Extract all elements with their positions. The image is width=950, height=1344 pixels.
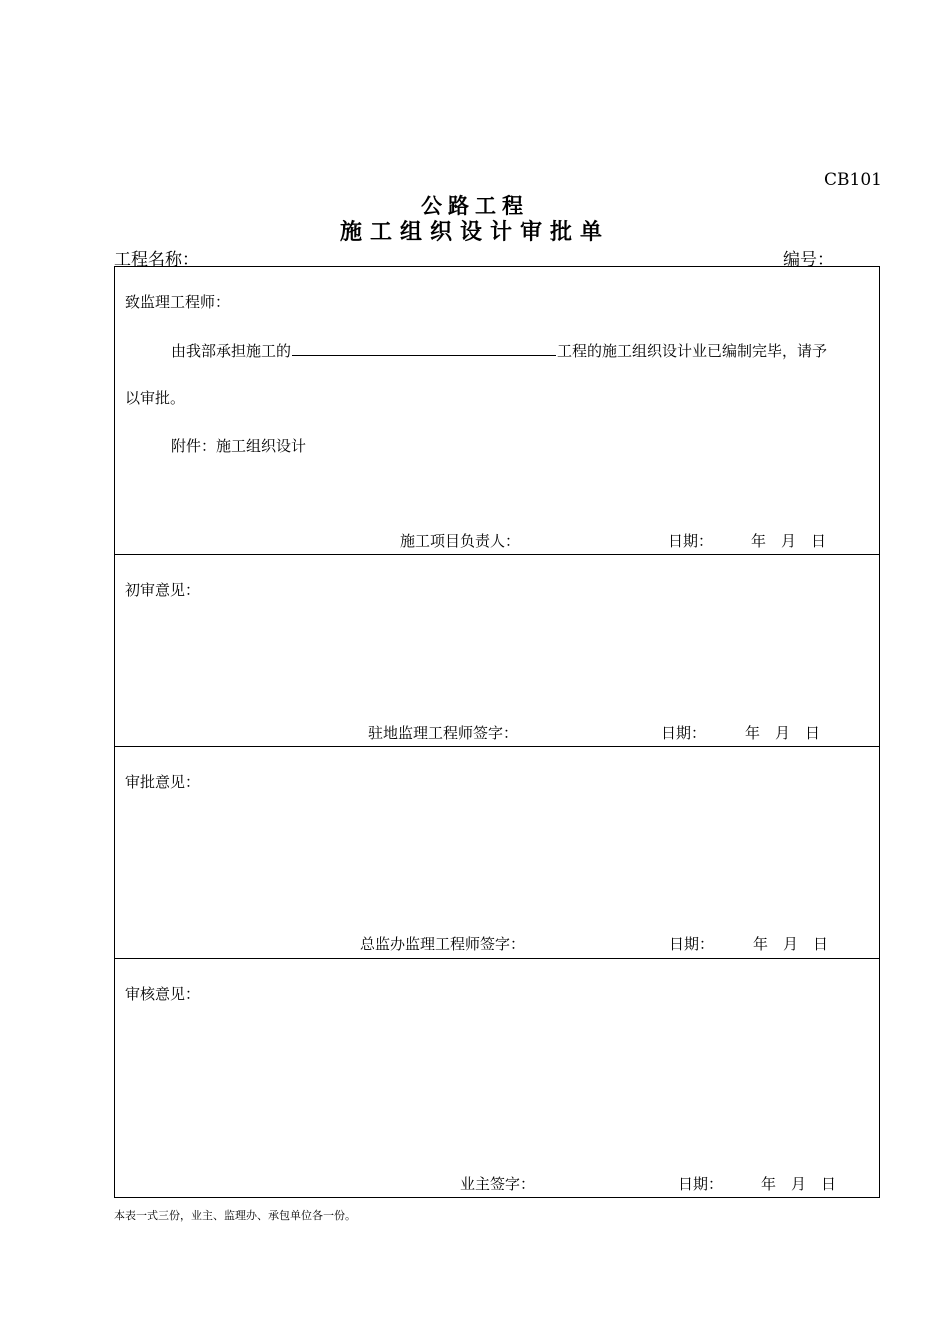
date-label: 日期：	[668, 532, 714, 550]
page-title: 施工组织设计审批单	[339, 220, 610, 245]
date-units: 年 月 日	[751, 532, 827, 550]
chief-engineer-sign-label: 总监办监理工程师签字：	[360, 935, 526, 953]
owner-sign-label: 业主签字：	[460, 1175, 536, 1193]
date-units: 年 月 日	[761, 1175, 837, 1193]
approval-section	[115, 747, 879, 959]
body-part-3: 以审批。	[125, 389, 186, 407]
date-units: 年 月 日	[745, 724, 821, 742]
verification-label: 审核意见：	[125, 985, 201, 1003]
project-name-blank[interactable]	[292, 339, 556, 356]
attachment-text: 附件：施工组织设计	[171, 437, 307, 455]
application-section	[115, 267, 879, 555]
date-label: 日期：	[661, 724, 707, 742]
date-units: 年 月 日	[753, 935, 829, 953]
footnote: 本表一式三份，业主、监理办、承包单位各一份。	[114, 1209, 356, 1222]
body-part-2: 工程的施工组织设计业已编制完毕，请予	[557, 342, 828, 360]
addressee-text: 致监理工程师：	[125, 293, 231, 311]
verification-section	[115, 959, 879, 1199]
resident-engineer-sign-label: 驻地监理工程师签字：	[368, 724, 519, 742]
application-body-line	[171, 339, 827, 361]
date-label: 日期：	[669, 935, 715, 953]
project-leader-label: 施工项目负责人：	[400, 532, 521, 550]
form-code: CB101	[824, 170, 882, 190]
preliminary-review-section	[115, 555, 879, 747]
form-table	[114, 266, 880, 1198]
preliminary-review-label: 初审意见：	[125, 581, 201, 599]
project-name-label: 工程名称：	[114, 250, 199, 270]
body-part-1: 由我部承担施工的	[171, 342, 292, 360]
serial-no-label: 编号：	[783, 250, 834, 270]
approval-label: 审批意见：	[125, 773, 201, 791]
date-label: 日期：	[678, 1175, 724, 1193]
title-line-1: 公路工程	[421, 194, 529, 218]
